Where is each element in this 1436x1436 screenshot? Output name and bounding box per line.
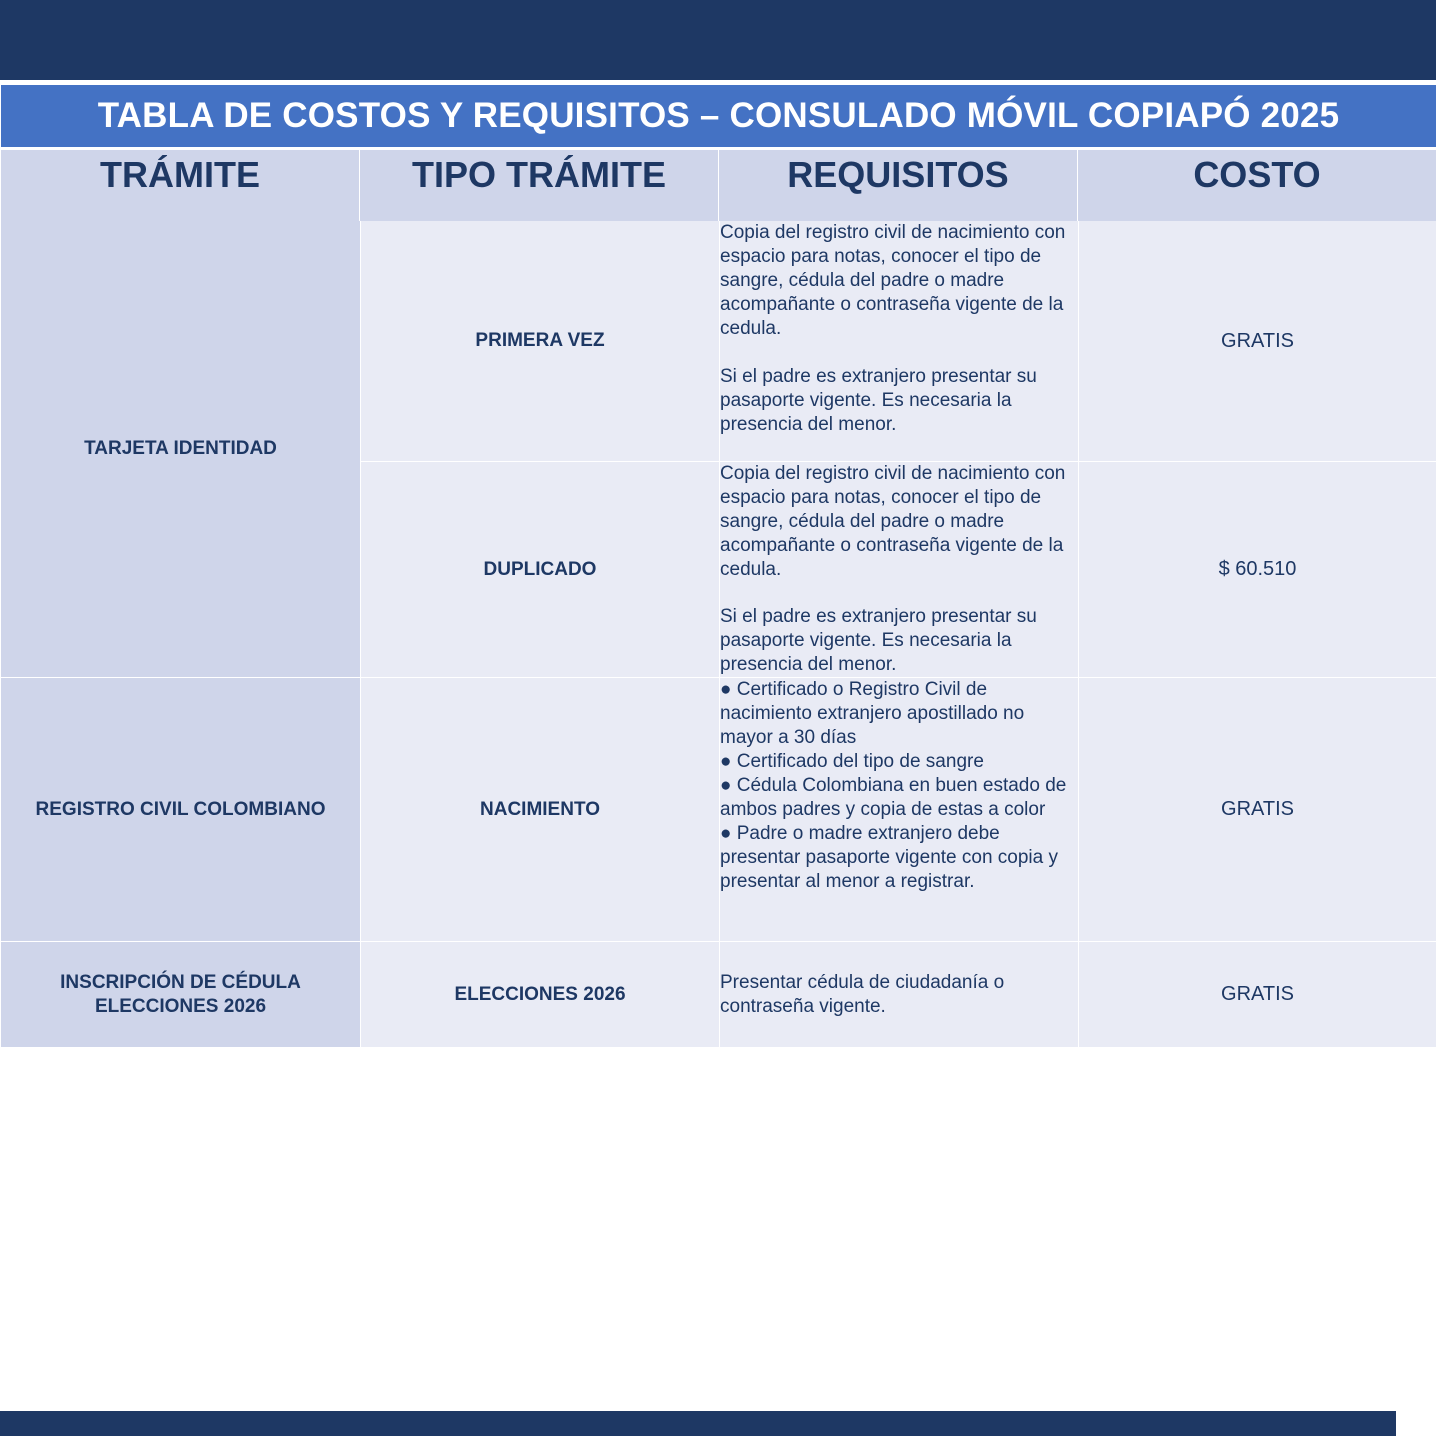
- tipo-label: PRIMERA VEZ: [475, 330, 605, 351]
- requisito-parrafo: Copia del registro civil de nacimiento con espacio para notas, conocer el tipo de sangre, cédula del padre o madre acompañante o contraseña vigente de la cedula.: [720, 463, 1066, 580]
- cell-requisitos-duplicado: [719, 462, 1078, 678]
- costo-value: $ 60.510: [1218, 558, 1297, 580]
- header-tramite: TRÁMITE: [1, 150, 360, 221]
- cell-tipo-nacimiento: [360, 678, 719, 942]
- requisito-item: ● Cédula Colombiana en buen estado de ambos padres y copia de estas a color: [720, 775, 1067, 820]
- cell-tipo-elecciones: [360, 942, 719, 1048]
- cell-requisitos-nacimiento: [719, 678, 1078, 942]
- cell-tipo-primera-vez: [360, 221, 719, 462]
- tipo-label: DUPLICADO: [483, 558, 597, 580]
- cell-tramite-registro-civil: [1, 678, 360, 942]
- cell-tramite-tarjeta-identidad: [1, 221, 360, 678]
- requisito-parrafo: Si el padre es extranjero presentar su pasaporte vigente. Es necesaria la presencia del menor.: [720, 366, 1037, 435]
- header-requisitos: REQUISITOS: [719, 150, 1078, 221]
- header-costo: COSTO: [1078, 150, 1436, 221]
- cell-costo-primera-vez: [1078, 221, 1436, 462]
- tipo-label: NACIMIENTO: [480, 798, 600, 820]
- cell-costo-duplicado: [1078, 462, 1436, 678]
- bottom-banner: [0, 1411, 1396, 1436]
- top-banner: [0, 0, 1436, 80]
- requisito-parrafo: Presentar cédula de ciudadanía o contraseña vigente.: [720, 971, 1005, 1017]
- costo-value: GRATIS: [1221, 329, 1294, 352]
- tramite-label-line1: INSCRIPCIÓN DE CÉDULA: [60, 971, 301, 993]
- costo-value: GRATIS: [1221, 798, 1294, 820]
- cell-tipo-duplicado: [360, 462, 719, 678]
- spacer: [720, 582, 1078, 605]
- tramite-label: TARJETA IDENTIDAD: [84, 438, 277, 459]
- cell-costo-elecciones: [1078, 942, 1436, 1048]
- requisito-parrafo: Si el padre es extranjero presentar su pasaporte vigente. Es necesaria la presencia del menor.: [720, 606, 1037, 675]
- cell-costo-nacimiento: [1078, 678, 1436, 942]
- header-tipo-tramite: TIPO TRÁMITE: [360, 150, 719, 221]
- requisito-item: ● Padre o madre extranjero debe presentar pasaporte vigente con copia y presentar al menor a registrar.: [720, 823, 1058, 892]
- cell-requisitos-elecciones: [719, 942, 1078, 1048]
- requisito-item: ● Certificado del tipo de sangre: [720, 751, 984, 772]
- page-title: TABLA DE COSTOS Y REQUISITOS – CONSULADO MÓVIL COPIAPÓ 2025: [1, 85, 1436, 147]
- requisito-parrafo: Copia del registro civil de nacimiento con espacio para notas, conocer el tipo de sangre, cédula del padre o madre acompañante o contraseña vigente de la cedula.: [720, 222, 1066, 339]
- spacer: [720, 341, 1078, 365]
- costo-value: GRATIS: [1221, 983, 1294, 1005]
- tramite-label: REGISTRO CIVIL COLOMBIANO: [35, 798, 326, 820]
- tipo-label: ELECCIONES 2026: [454, 983, 626, 1005]
- tramite-label-line2: ELECCIONES 2026: [94, 995, 267, 1017]
- requisito-item: ● Certificado o Registro Civil de nacimiento extranjero apostillado no mayor a 30 días: [720, 679, 1025, 748]
- cell-tramite-inscripcion-cedula: [1, 942, 360, 1048]
- cell-requisitos-primera-vez: [719, 221, 1078, 462]
